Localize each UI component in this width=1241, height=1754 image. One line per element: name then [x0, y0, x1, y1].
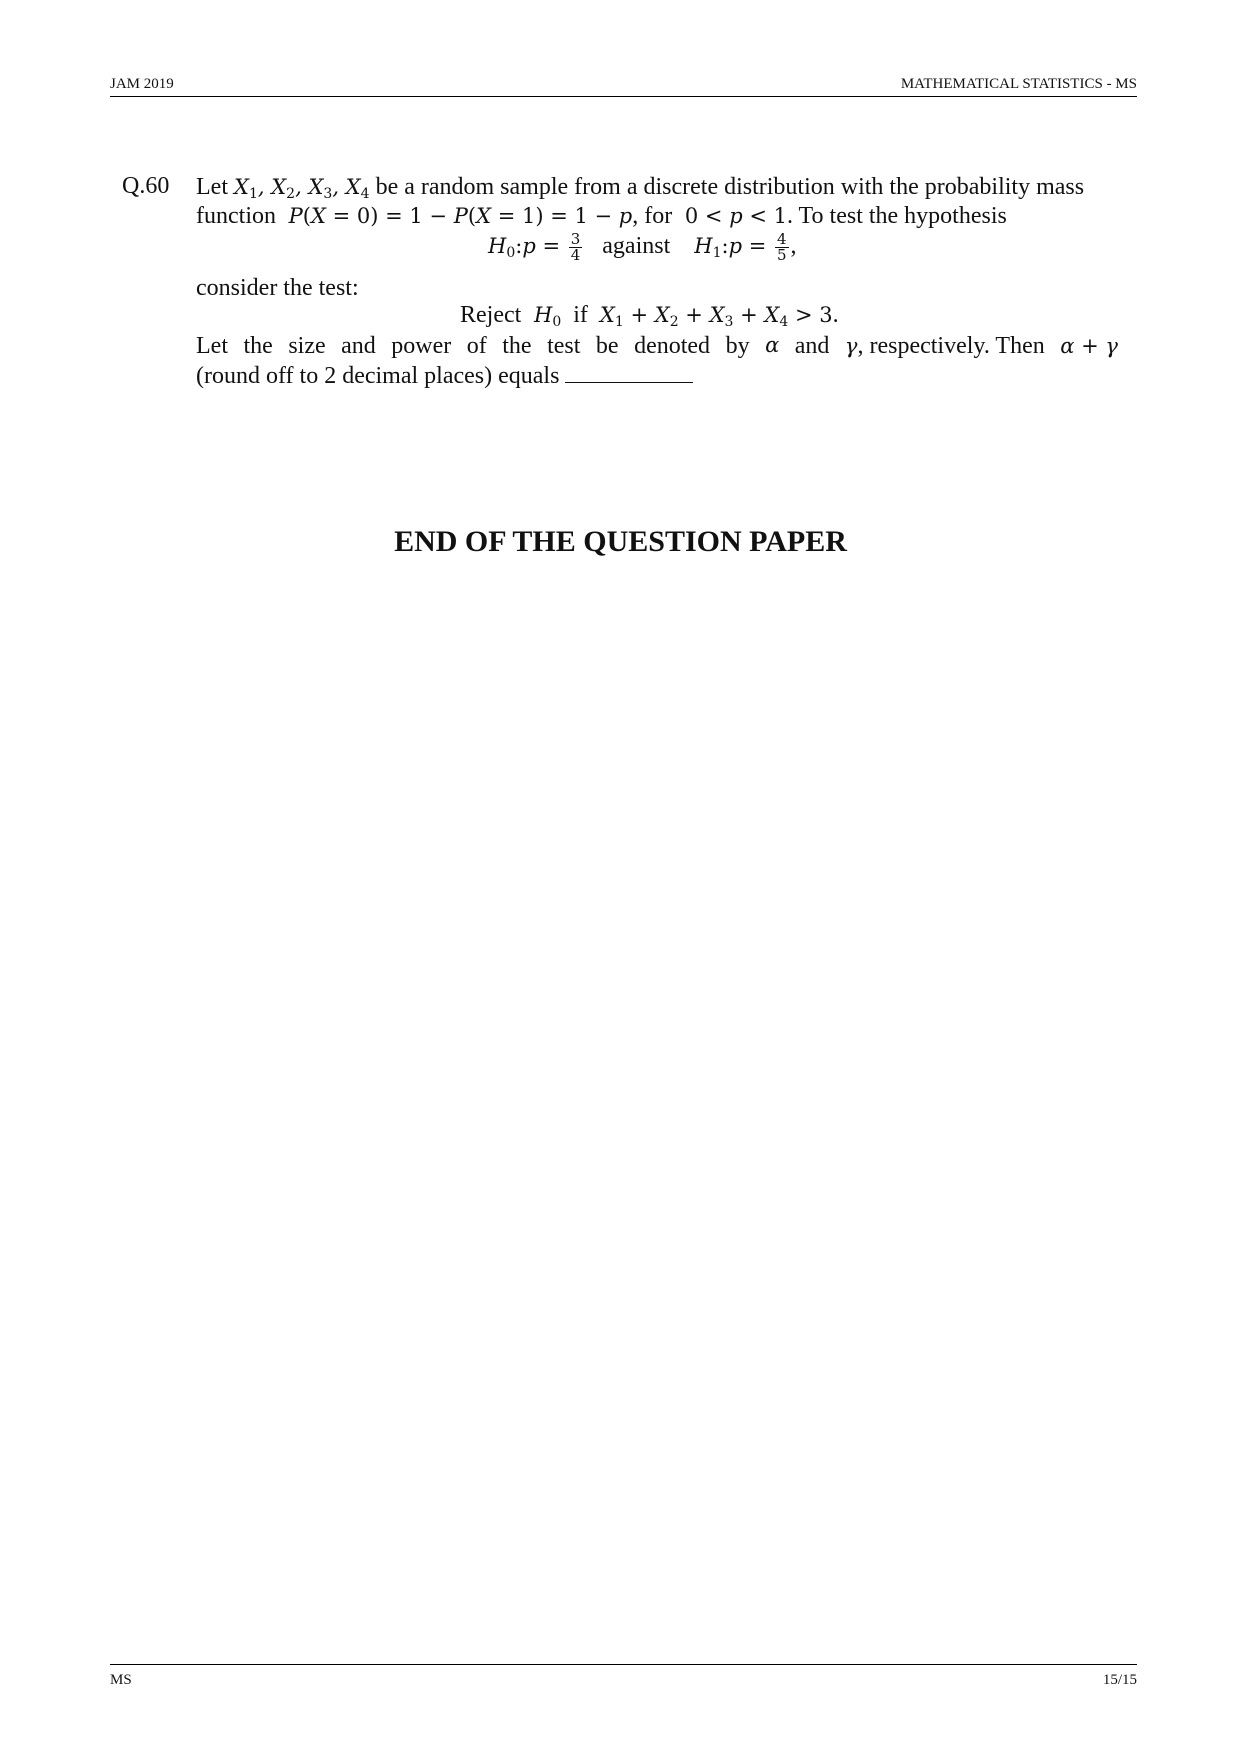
paper-subject: MATHEMATICAL STATISTICS - MS — [900, 76, 1137, 92]
consider-text: consider the test: — [196, 275, 359, 301]
exam-name: JAM 2019 — [110, 76, 174, 92]
page-footer — [110, 1664, 1137, 1689]
question-line-5: Let the size and power of the test be denoted by α and γ, respectively. Then α + γ — [196, 333, 1118, 359]
page-number: 15/15 — [1102, 1672, 1137, 1688]
end-of-paper-title: END OF THE QUESTION PAPER — [394, 525, 847, 558]
question-line-1: Let $X_1$, $X_2$, $X_3$, $X_4$ be a random sample from a discrete distribution with the probability mass — [196, 174, 1085, 202]
question-line-2: function P(X = 0) = 1 − P(X = 1) = 1 − p, for 0 < p < 1. To test the hypothesis — [196, 203, 1007, 229]
footer-paper-code: MS — [110, 1672, 132, 1688]
page-header — [110, 74, 1137, 97]
question-number: Q.60 — [122, 173, 170, 199]
answer-blank[interactable] — [565, 362, 693, 383]
question-line-6: (round off to 2 decimal places) equals — [196, 362, 693, 390]
rejection-rule: Reject $H_0$ if $X_1 + X_2 + X_3 + X_4 > 3$. — [460, 302, 839, 330]
hypotheses: $H_0:p$ = $\frac{3}{4}$ against $H_1:p$ = $\frac{4}{5}$ , — [488, 230, 797, 264]
